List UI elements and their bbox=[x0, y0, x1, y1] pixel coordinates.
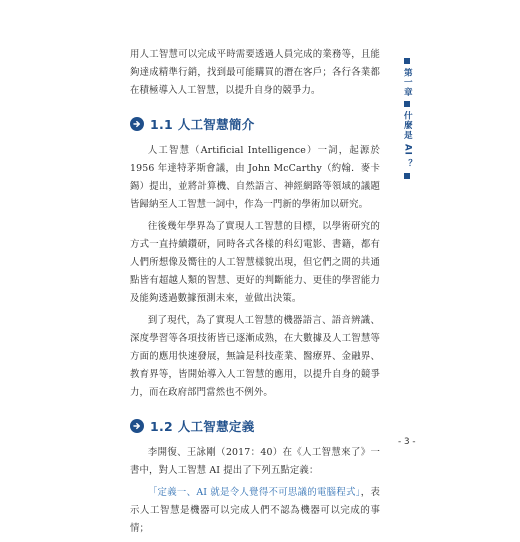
chapter-side-tab bbox=[400, 56, 414, 181]
page-number: - 3 - bbox=[398, 437, 416, 447]
section-title: 1.2 人工智慧定義 bbox=[150, 419, 255, 434]
chapter-title-cjk: 什麼是 bbox=[402, 110, 413, 140]
body-column bbox=[130, 46, 380, 542]
chapter-title-latin: AI bbox=[402, 143, 413, 156]
paragraph-ai-definition-one bbox=[130, 484, 380, 538]
section-title: 1.1 人工智慧簡介 bbox=[150, 117, 255, 132]
circle-arrow-right-icon bbox=[130, 117, 144, 131]
section-heading-1-2 bbox=[130, 416, 380, 436]
paragraph-ai-modern: 到了現代，為了實現人工智慧的機器語言、語音辨識、深度學習等各項技術皆已逐漸成熟，在大數據及人工智慧等方面的應用快速發展，無論是科技產業、醫療界、金融界、教育界等，皆開始導入人工智慧的應用，以提升自身的競爭力，而在政府部門當然也不例外。 bbox=[130, 315, 380, 398]
definition-quote: 「定義一、AI 就是令人覺得不可思議的電腦程式」 bbox=[147, 487, 361, 498]
square-bullet-icon bbox=[404, 58, 410, 64]
definition-text: ，表示人工智慧是機器可以完成人們不認為機器可以完成的事情； bbox=[130, 487, 380, 534]
square-bullet-icon bbox=[404, 101, 410, 107]
chapter-label: 第一章 bbox=[402, 68, 413, 97]
paragraph-ai-definition-intro: 李開復、王詠剛（2017：40）在《人工智慧來了》一書中，對人工智慧 AI 提出了下列五點定義： bbox=[130, 447, 380, 476]
intro-paragraph: 用人工智慧可以完成平時需要透過人員完成的業務等，且能夠達成精準行銷，找到最可能購買的潛在客戶；各行各業都在積極導入人工智慧，以提升自身的競爭力。 bbox=[130, 49, 380, 96]
circle-arrow-right-icon bbox=[130, 419, 144, 433]
chapter-title-end: ？ bbox=[402, 159, 413, 170]
paragraph-ai-research: 往後幾年學界為了實現人工智慧的目標，以學術研究的方式一直持續鑽研，同時各式各樣的科幻電影、書籍，都有人們所想像及嚮往的人工智慧樣貌出現，但它們之間的共通點皆有超越人類的智慧、更好的判斷能力、更佳的學習能力及能夠透過數據預測未來，並做出決策。 bbox=[130, 221, 380, 304]
section-heading-1-1 bbox=[130, 114, 380, 134]
square-bullet-icon bbox=[404, 173, 410, 179]
paragraph-ai-origin: 人工智慧（Artificial Intelligence）一詞，起源於 1956 年達特茅斯會議，由 John McCarthy（約翰．麥卡錫）提出，並將計算機、自然語言、神經網路等領域的議題皆歸納至人工智慧一詞中，作為一門新的學術加以研究。 bbox=[130, 145, 380, 210]
